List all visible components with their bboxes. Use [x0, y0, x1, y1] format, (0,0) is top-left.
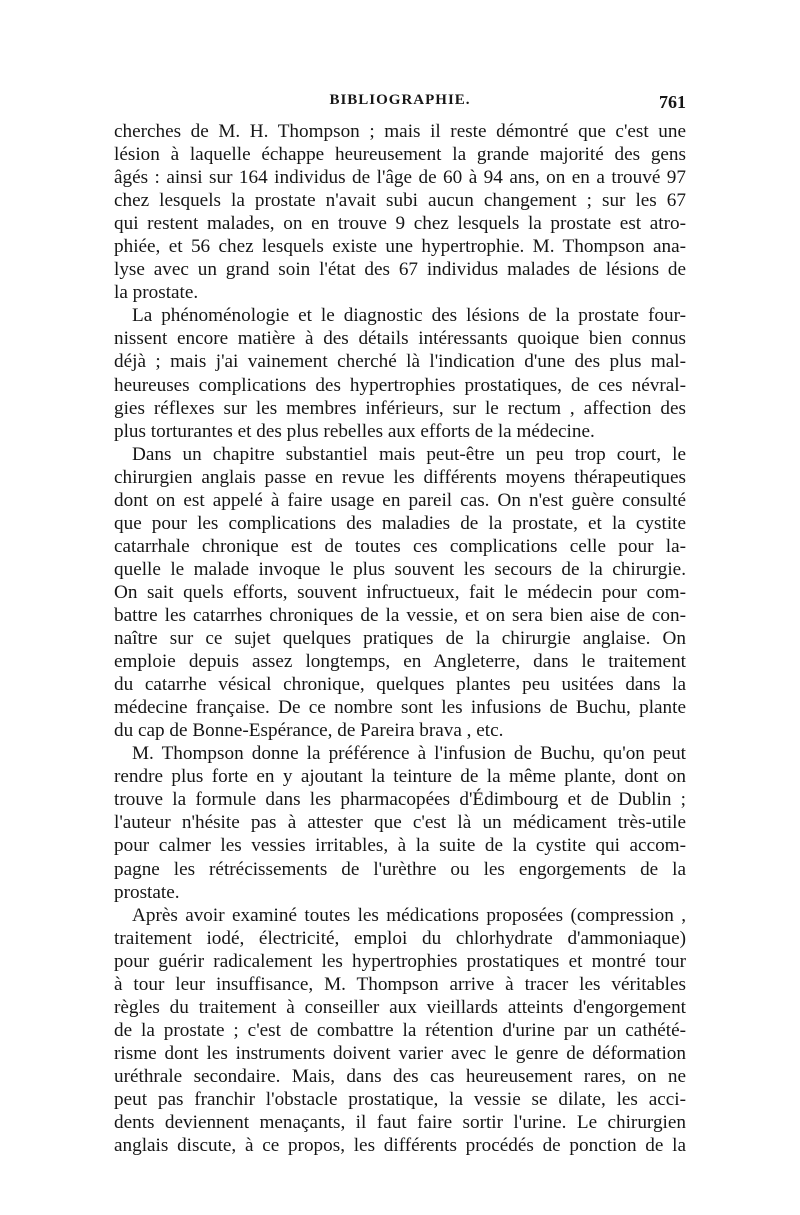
text-line: Dans un chapitre substantiel mais peut-être un peu trop court, le [132, 443, 686, 465]
text-line: plus torturantes et des plus rebelles aux efforts de la médecine. [114, 420, 595, 442]
text-line: catarrhale chronique est de toutes ces complications celle pour la- [114, 535, 686, 557]
running-head [114, 92, 686, 120]
text-line: règles du traitement à conseiller aux vieillards atteints d'engorgement [114, 996, 686, 1018]
text-line: pour calmer les vessies irritables, à la suite de la cystite qui accom- [114, 835, 686, 857]
text-line: uréthrale secondaire. Mais, dans des cas heureusement rares, on ne [114, 1065, 686, 1087]
text-line: l'auteur n'hésite pas à attester que c'est là un médicament très-utile [114, 812, 686, 834]
text-line: risme dont les instruments doivent varier avec le genre de déformation [114, 1042, 686, 1064]
text-line: nissent encore matière à des détails intéressants quoique bien connus [114, 328, 686, 350]
text-line: La phénoménologie et le diagnostic des lésions de la prostate four- [132, 305, 686, 327]
text-line: du catarrhe vésical chronique, quelques plantes peu usitées dans la [114, 674, 686, 696]
text-line: traitement iodé, électricité, emploi du chlorhydrate d'ammoniaque) [114, 927, 686, 949]
page-number: 761 [659, 92, 686, 112]
text-line: On sait quels efforts, souvent infructueux, fait le médecin pour com- [114, 581, 686, 603]
text-line: pagne les rétrécissements de l'urèthre ou les engorgements de la [114, 858, 686, 880]
text-line: quelle le malade invoque le plus souvent les secours de la chirurgie. [114, 558, 686, 580]
text-line: battre les catarrhes chroniques de la vessie, et on sera bien aise de con- [114, 604, 686, 626]
text-line: cherches de M. H. Thompson ; mais il reste démontré que c'est une [114, 121, 686, 142]
text-line: que pour les complications des maladies de la prostate, et la cystite [114, 512, 686, 534]
text-line: peut pas franchir l'obstacle prostatique, la vessie se dilate, les acci- [114, 1088, 686, 1110]
text-line: qui restent malades, on en trouve 9 chez lesquels la prostate est atro- [114, 213, 686, 235]
text-line: phiée, et 56 chez lesquels existe une hypertrophie. M. Thompson ana- [114, 236, 686, 258]
body-text [114, 120, 686, 1157]
text-line: anglais discute, à ce propos, les différents procédés de ponction de la [114, 1135, 686, 1157]
text-line: dents deviennent menaçants, il faut faire sortir l'urine. Le chirurgien [114, 1112, 686, 1134]
book-page [114, 92, 686, 1157]
text-line: trouve la formule dans les pharmacopées d'Édimbourg et de Dublin ; [114, 789, 686, 811]
text-line: du cap de Bonne-Espérance, de Pareira brava , etc. [114, 720, 504, 742]
text-line: Après avoir examiné toutes les médications proposées (compression , [132, 904, 686, 926]
text-line: lésion à laquelle échappe heureusement la grande majorité des gens [114, 144, 686, 166]
text-line: à tour leur insuffisance, M. Thompson arrive à tracer les véritables [114, 973, 686, 995]
text-line: la prostate. [114, 282, 199, 304]
text-line: déjà ; mais j'ai vainement cherché là l'indication d'une des plus mal- [114, 351, 686, 373]
text-line: emploie depuis assez longtemps, en Angleterre, dans le traitement [114, 651, 686, 673]
text-line: M. Thompson donne la préférence à l'infusion de Buchu, qu'on peut [132, 743, 686, 765]
text-line: médecine française. De ce nombre sont les infusions de Buchu, plante [114, 697, 686, 719]
text-line: chez lesquels la prostate n'avait subi aucun changement ; sur les 67 [114, 190, 686, 212]
text-line: heureuses complications des hypertrophies prostatiques, de ces névral- [114, 374, 686, 396]
text-line: gies réflexes sur les membres inférieurs, sur le rectum , affection des [114, 397, 686, 419]
text-line: naître sur ce sujet quelques pratiques de la chirurgie anglaise. On [114, 628, 686, 650]
text-line: âgés : ainsi sur 164 individus de l'âge de 60 à 94 ans, on en a trouvé 97 [114, 167, 686, 189]
text-line: lyse avec un grand soin l'état des 67 individus malades de lésions de [114, 259, 686, 281]
text-line: rendre plus forte en y ajoutant la teinture de la même plante, dont on [114, 766, 686, 788]
running-title: BIBLIOGRAPHIE. [329, 92, 471, 108]
text-line: de la prostate ; c'est de combattre la rétention d'urine par un cathété- [114, 1019, 686, 1041]
text-line: prostate. [114, 881, 180, 903]
text-line: pour guérir radicalement les hypertrophies prostatiques et montré tour [114, 950, 686, 972]
text-line: dont on est appelé à faire usage en pareil cas. On n'est guère consulté [114, 489, 686, 511]
text-line: chirurgien anglais passe en revue les différents moyens thérapeutiques [114, 466, 686, 488]
